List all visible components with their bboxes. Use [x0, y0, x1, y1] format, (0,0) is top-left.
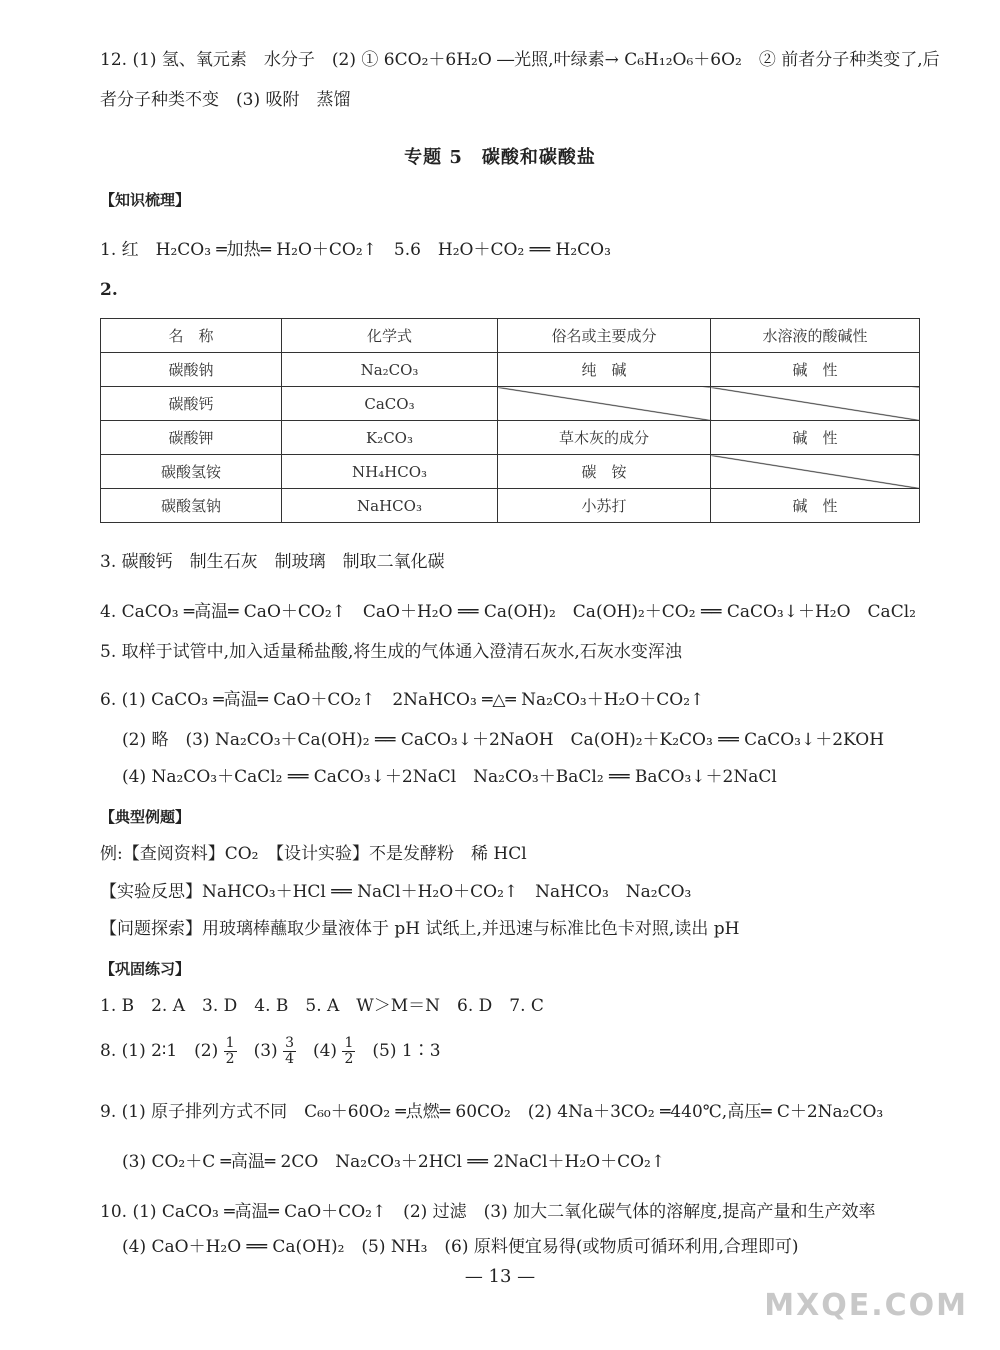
- section-practice: 【巩固练习】: [100, 960, 191, 978]
- fraction: [342, 1036, 355, 1067]
- watermark-logo: MXQE.COM: [764, 1288, 968, 1323]
- p8-suffix: (5) 1∶3: [355, 1041, 441, 1061]
- topic-title: 专题 5 碳酸和碳酸盐: [404, 147, 596, 168]
- table-cell: 小苏打: [498, 489, 711, 523]
- section-example: 【典型例题】: [100, 808, 191, 826]
- table-cell-crossed: [711, 387, 920, 421]
- knowledge-1: 1. 红 H₂CO₃ ═加热═ H₂O＋CO₂↑ 5.6 H₂O＋CO₂ ══ H₂CO₃: [100, 240, 611, 260]
- table-row: [101, 353, 920, 387]
- page-number: — 13 —: [464, 1266, 536, 1287]
- header-cell: 水溶液的酸碱性: [711, 319, 920, 353]
- table-cell: 碳酸钾: [101, 421, 282, 455]
- fraction-numerator: 1: [344, 1035, 354, 1051]
- header-cell: 化学式: [282, 319, 498, 353]
- table-cell: NH₄HCO₃: [282, 455, 498, 489]
- table-row: [101, 489, 920, 523]
- practice-1-7: 1. B 2. A 3. D 4. B 5. A W＞M＝N 6. D 7. C: [100, 996, 544, 1016]
- knowledge-6-line1: 6. (1) CaCO₃ ═高温═ CaO＋CO₂↑ 2NaHCO₃ ═△═ Na₂CO₃＋H₂O＋CO₂↑: [100, 690, 705, 710]
- carbonate-table: [100, 318, 920, 523]
- table-cell: 草木灰的成分: [498, 421, 711, 455]
- q12-line2: 者分子种类不变 (3) 吸附 蒸馏: [100, 90, 351, 110]
- practice-9-line2: (3) CO₂＋C ═高温═ 2CO Na₂CO₃＋2HCl ══ 2NaCl＋H₂O＋CO₂↑: [122, 1152, 666, 1172]
- fraction-denominator: 2: [344, 1051, 354, 1067]
- example-line2: 【实验反思】NaHCO₃＋HCl ══ NaCl＋H₂O＋CO₂↑ NaHCO₃ Na₂CO₃: [100, 882, 692, 902]
- table-row: [101, 421, 920, 455]
- table-cell: 纯 碱: [498, 353, 711, 387]
- knowledge-4: 4. CaCO₃ ═高温═ CaO＋CO₂↑ CaO＋H₂O ══ Ca(OH)₂ Ca(OH)₂＋CO₂ ══ CaCO₃↓＋H₂O CaCl₂: [100, 602, 916, 622]
- table-cell: 碱 性: [711, 353, 920, 387]
- practice-8: [100, 1036, 441, 1067]
- table-cell: Na₂CO₃: [282, 353, 498, 387]
- example-line3: 【问题探索】用玻璃棒蘸取少量液体于 pH 试纸上,并迅速与标准比色卡对照,读出 pH: [100, 919, 740, 939]
- table-row: [101, 455, 920, 489]
- table-cell: NaHCO₃: [282, 489, 498, 523]
- fraction: [224, 1036, 237, 1067]
- table-cell: 碱 性: [711, 489, 920, 523]
- example-line1: 例:【查阅资料】CO₂ 【设计实验】不是发酵粉 稀 HCl: [100, 844, 527, 864]
- table-cell-crossed: [711, 455, 920, 489]
- fraction-denominator: 2: [225, 1051, 235, 1067]
- practice-10-line1: 10. (1) CaCO₃ ═高温═ CaO＋CO₂↑ (2) 过滤 (3) 加大二氧化碳气体的溶解度,提高产量和生产效率: [100, 1202, 876, 1222]
- knowledge-2: 2.: [100, 280, 118, 300]
- fraction-numerator: 3: [285, 1035, 294, 1051]
- table-cell: 碳 铵: [498, 455, 711, 489]
- table-cell: CaCO₃: [282, 387, 498, 421]
- fraction: [283, 1036, 296, 1067]
- knowledge-6-line3: (4) Na₂CO₃＋CaCl₂ ══ CaCO₃↓＋2NaCl Na₂CO₃＋BaCl₂ ══ BaCO₃↓＋2NaCl: [122, 767, 777, 787]
- table-cell: 碳酸钠: [101, 353, 282, 387]
- knowledge-6-line2: (2) 略 (3) Na₂CO₃＋Ca(OH)₂ ══ CaCO₃↓＋2NaOH Ca(OH)₂＋K₂CO₃ ══ CaCO₃↓＋2KOH: [122, 730, 885, 750]
- table-cell: 碳酸氢钠: [101, 489, 282, 523]
- p8-mid2: (4): [295, 1041, 343, 1061]
- knowledge-3: 3. 碳酸钙 制生石灰 制玻璃 制取二氧化碳: [100, 552, 445, 572]
- p8-mid1: (3): [236, 1041, 284, 1061]
- table-cell: 碳酸氢铵: [101, 455, 282, 489]
- p8-prefix: 8. (1) 2∶1 (2): [100, 1041, 224, 1061]
- practice-10-line2: (4) CaO＋H₂O ══ Ca(OH)₂ (5) NH₃ (6) 原料便宜易得(或物质可循环利用,合理即可): [122, 1237, 799, 1257]
- table-cell-crossed: [498, 387, 711, 421]
- table-header-row: [101, 319, 920, 353]
- practice-9-line1: 9. (1) 原子排列方式不同 C₆₀＋60O₂ ═点燃═ 60CO₂ (2) 4Na＋3CO₂ ═440℃,高压═ C＋2Na₂CO₃: [100, 1102, 884, 1122]
- table-cell: 碳酸钙: [101, 387, 282, 421]
- table-cell: K₂CO₃: [282, 421, 498, 455]
- q12-line1: 12. (1) 氢、氧元素 水分子 (2) ① 6CO₂＋6H₂O ―光照,叶绿素→ C₆H₁₂O₆＋6O₂ ② 前者分子种类变了,后: [100, 50, 940, 70]
- header-cell: 俗名或主要成分: [498, 319, 711, 353]
- section-knowledge: 【知识梳理】: [100, 191, 191, 209]
- fraction-numerator: 1: [225, 1035, 235, 1051]
- header-cell: 名 称: [101, 319, 282, 353]
- table-cell: 碱 性: [711, 421, 920, 455]
- fraction-denominator: 4: [285, 1051, 294, 1067]
- table-row: [101, 387, 920, 421]
- knowledge-5: 5. 取样于试管中,加入适量稀盐酸,将生成的气体通入澄清石灰水,石灰水变浑浊: [100, 642, 682, 662]
